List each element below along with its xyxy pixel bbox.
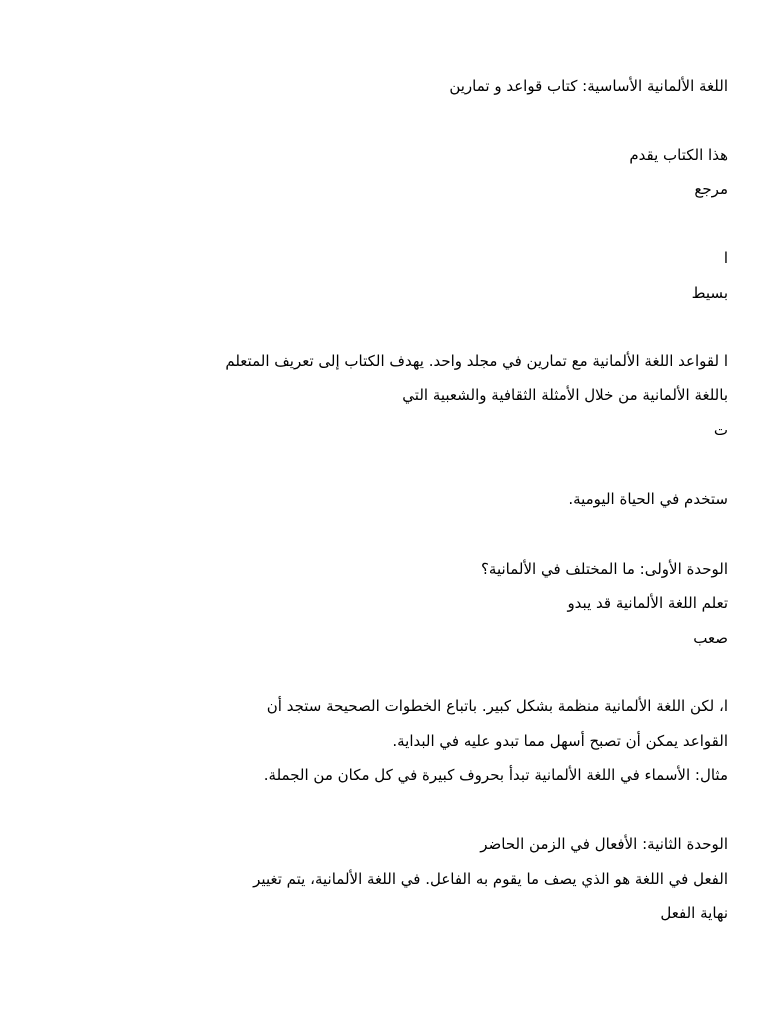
paragraph-line: تعلم اللغة الألمانية قد يبدو xyxy=(567,594,728,612)
paragraph-line: بسيط xyxy=(691,284,728,302)
paragraph-line: هذا الكتاب يقدم xyxy=(629,146,728,164)
paragraph-line: صعب xyxy=(693,629,728,647)
paragraph-line: القواعد يمكن أن تصبح أسهل مما تبدو عليه في البداية. xyxy=(392,732,728,750)
paragraph-line: ستخدم في الحياة اليومية. xyxy=(568,490,728,508)
paragraph-line: مرجع xyxy=(694,180,728,198)
paragraph-line: نهاية الفعل xyxy=(660,904,728,922)
paragraph-line: ت xyxy=(713,421,728,439)
paragraph-line: ا xyxy=(723,249,728,267)
paragraph-line: الفعل في اللغة هو الذي يصف ما يقوم به الفاعل. في اللغة الألمانية، يتم تغيير xyxy=(253,870,728,888)
section-heading-unit-2: الوحدة الثانية: الأفعال في الزمن الحاضر xyxy=(480,835,728,853)
paragraph-line: باللغة الألمانية من خلال الأمثلة الثقافية والشعبية التي xyxy=(402,386,728,404)
document-title: اللغة الألمانية الأساسية: كتاب قواعد و تمارين xyxy=(449,77,728,95)
paragraph-line: ا لقواعد اللغة الألمانية مع تمارين في مجلد واحد. يهدف الكتاب إلى تعريف المتعلم xyxy=(225,352,728,370)
section-heading-unit-1: الوحدة الأولى: ما المختلف في الألمانية؟ xyxy=(480,560,728,578)
paragraph-line: ا، لكن اللغة الألمانية منظمة بشكل كبير. باتباع الخطوات الصحيحة ستجد أن xyxy=(266,697,728,715)
example-line: مثال: الأسماء في اللغة الألمانية تبدأ بحروف كبيرة في كل مكان من الجملة. xyxy=(263,766,728,784)
